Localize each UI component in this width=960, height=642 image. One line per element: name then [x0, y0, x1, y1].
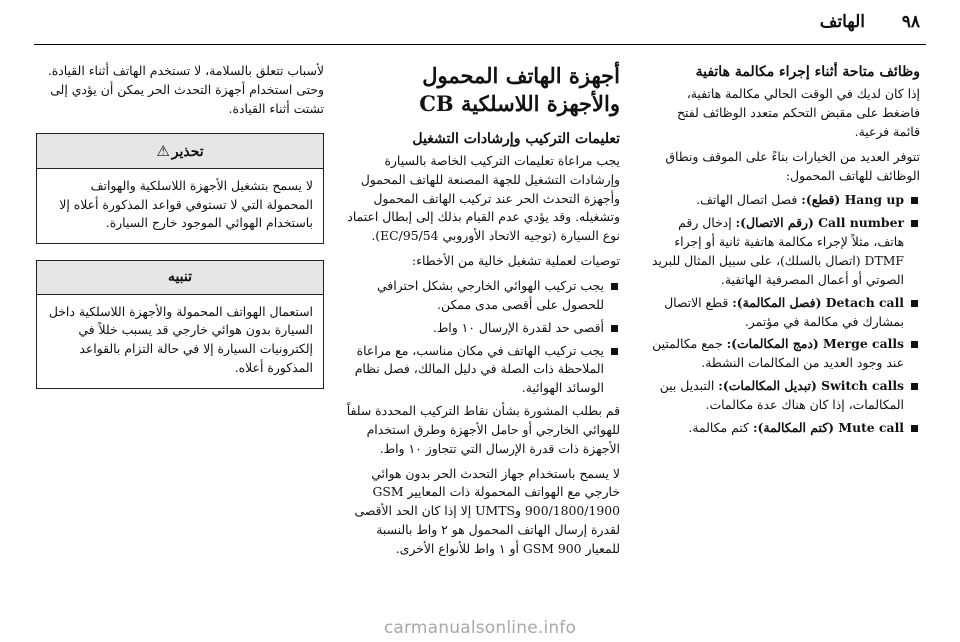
- in-call-intro: إذا كان لديك في الوقت الحالي مكالمة هاتفية، فاضغط على مقبض التحكم متعدد الوظائف لفتح قائمة فرعية.: [677, 86, 920, 139]
- installation-heading: تعليمات التركيب وإرشادات التشغيل: [412, 130, 620, 147]
- list-item: Detach call (فصل المكالمة): قطع الاتصال بمشارك في مكالمة في مؤتمر.: [650, 294, 920, 332]
- recommendations-list: [345, 277, 620, 398]
- page-number: ٩٨: [901, 12, 920, 32]
- in-call-function-list: [650, 191, 920, 437]
- right-column: [650, 62, 920, 442]
- list-item: Merge calls (دمج المكالمات): جمع مكالمتين عند وجود العديد من المكالمات النشطة.: [650, 335, 920, 373]
- warning-header: [37, 134, 323, 169]
- list-item: Call number (رقم الاتصال): إدخال رقم هاتف، مثلاً لإجراء مكالمة هاتفية ثانية أو إجراء DTMF (اتصال بالسلك)، على سبيل المثال للبريد الصوتي أو أعمال المصرفية الهاتفية.: [650, 214, 920, 289]
- list-item: أقصى حد لقدرة الإرسال ١٠ واط.: [345, 319, 620, 338]
- warning-box: [36, 133, 324, 245]
- middle-column: [345, 62, 620, 565]
- warning-text: لا يسمح بتشغيل الأجهزة اللاسلكية والهواتف المحمولة التي لا تستوفي قواعد المذكورة أعلاه إلا باستخدام الهوائي الموجود خارج السيارة.: [59, 177, 313, 231]
- page-title: الهاتف: [819, 12, 865, 32]
- in-call-options-intro: تتوفر العديد من الخيارات بناءً على الموقف ونطاق الوظائف للهاتف المحمول:: [665, 148, 920, 183]
- notice-box: [36, 260, 324, 389]
- list-item: يجب تركيب الهاتف في مكان مناسب، مع مراعاة الملاحظة ذات الصلة في دليل المالك، فصل نظام الوسائد الهوائية.: [345, 342, 620, 399]
- section-title: أجهزة الهاتف المحمول والأجهزة اللاسلكية CB: [419, 63, 620, 117]
- list-item: Hang up (قطع): فصل اتصال الهاتف.: [650, 191, 920, 210]
- page-header: [0, 0, 960, 56]
- notice-title: تنبيه: [167, 269, 193, 286]
- watermark: carmanualsonline.info: [383, 618, 577, 638]
- list-item: يجب تركيب الهوائي الخارجي بشكل احترافي للحصول على أقصى مدى ممكن.: [345, 277, 620, 315]
- safety-intro: لأسباب تتعلق بالسلامة، لا تستخدم الهاتف أثناء القيادة. وحتى استخدام أجهزة التحدث الحر يمكن أن يؤدي إلى تشتت أثناء القيادة.: [47, 63, 324, 116]
- list-item: Switch calls (تبديل المكالمات): التبديل بين المكالمات، إذا كان هناك عدة مكالمات.: [650, 377, 920, 415]
- notice-header: [37, 261, 323, 294]
- in-call-functions-heading: وظائف متاحة أثناء إجراء مكالمة هاتفية: [695, 64, 920, 80]
- notice-text: استعمال الهواتف المحمولة والأجهزة اللاسلكية داخل السيارة بدون هوائي خارجي قد يسبب خللاً في إلكترونيات السيارة إلا في حالة التزام بالقواعد المذكورة أعلاه.: [48, 303, 313, 376]
- recommendations-intro: توصيات لعملية تشغيل خالية من الأخطاء:: [411, 253, 620, 269]
- warning-title: تحذير: [171, 143, 204, 160]
- list-item: Mute call (كتم المكالمة): كتم مكالمة.: [650, 419, 920, 438]
- header-rule: [34, 44, 926, 45]
- installation-para: يجب مراعاة تعليمات التركيب الخاصة بالسيارة وإرشادات التشغيل للجهة المصنعة للهاتف المحمول وأجهزة التحدث الحر عند تركيب الهاتف المحمول وتشغيله. وقد يؤدي عدم القيام بذلك إلى إبطال اعتماد نوع السيارة (توجيه الاتحاد الأوروبي 95/54/EC).: [347, 152, 620, 244]
- antenna-advice-para: قم بطلب المشورة بشأن نقاط التركيب المحددة سلفاً للهوائي الخارجي أو حامل الأجهزة وطرق استخدام الأجهزة ذات قدرة الإرسال التي تتجاوز ١٠ واط.: [346, 403, 620, 456]
- left-column: [36, 62, 324, 405]
- gsm-para: لا يسمح باستخدام جهاز التحدث الحر بدون هوائي خارجي مع الهواتف المحمولة ذات المعايير GSM 900/1800/1900 وUMTS إلا إذا كان الحد الأقصى لقدرة إرسال الهاتف المحمول هو ٢ واط بالنسبة للمعيار GSM 900 أو ١ واط للأنواع الأخرى.: [354, 465, 620, 556]
- warning-triangle-icon: ⚠: [156, 141, 170, 160]
